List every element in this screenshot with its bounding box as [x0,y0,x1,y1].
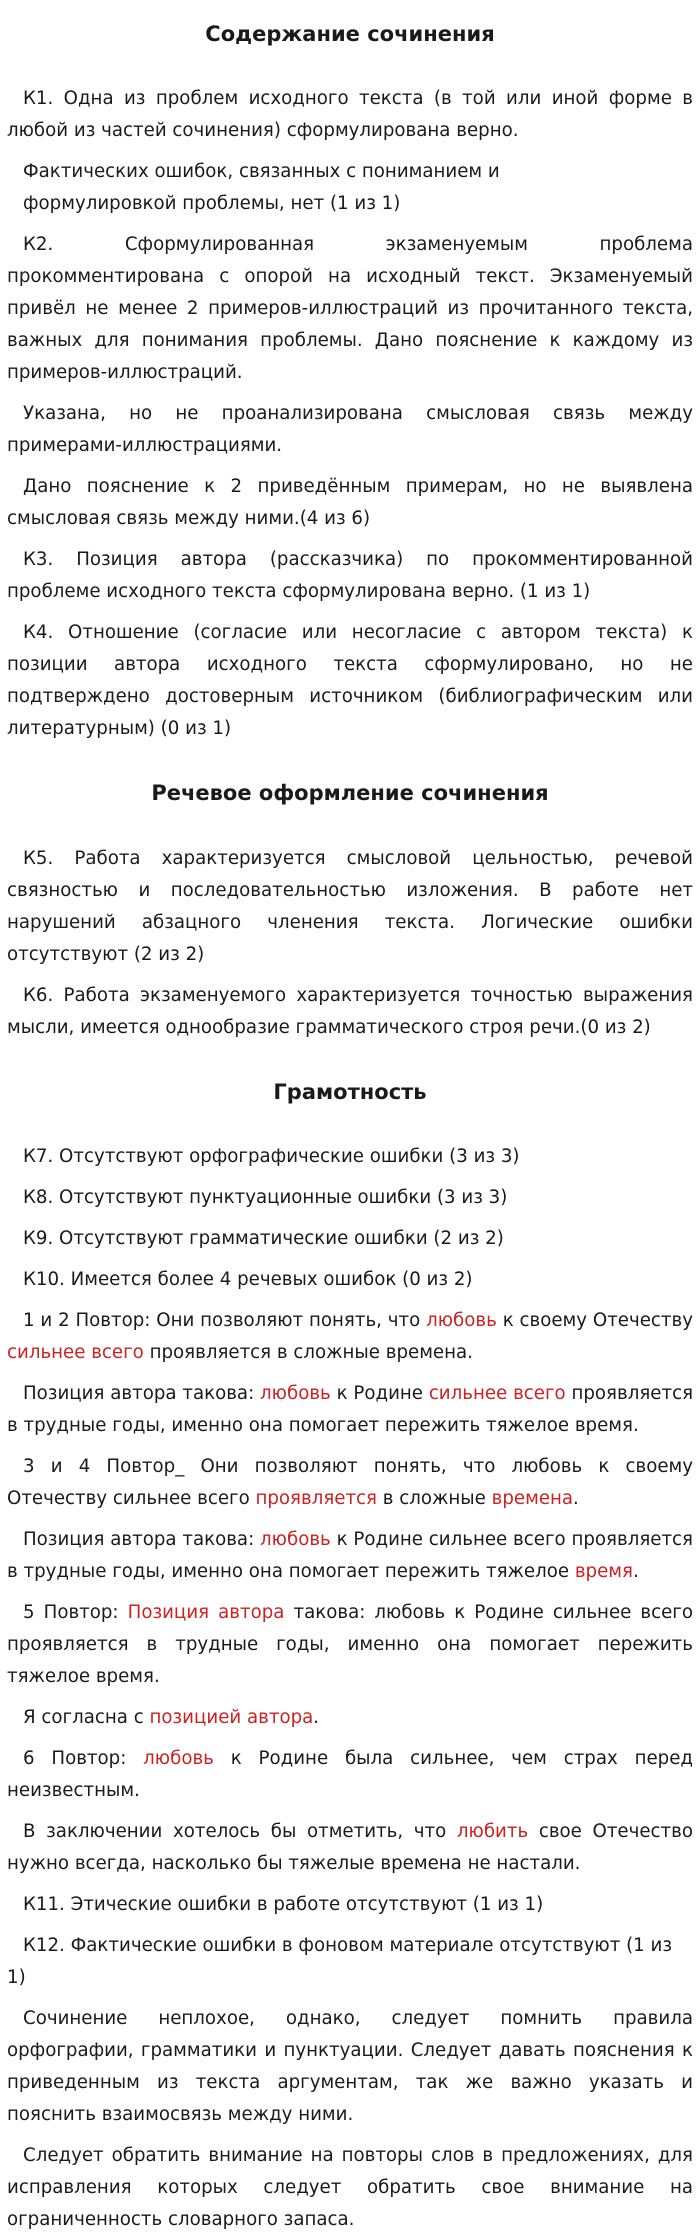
example-text: 6 Повтор: [23,1748,144,1770]
example-text: проявляется в сложные времена. [143,1342,473,1364]
criterion-k11: К11. Этические ошибки в работе отсутствуют (1 из 1) [23,1894,544,1916]
repeated-word: сильнее всего [428,1383,566,1405]
example-text: к своему Отечеству [496,1310,694,1332]
repeated-word: любовь [426,1310,497,1332]
example-text: В заключении хотелось бы отметить, что [23,1821,457,1843]
criterion-k9: К9. Отсутствуют грамматические ошибки (2 из 2) [23,1228,504,1250]
repeated-word: сильнее всего [7,1342,144,1364]
criterion-k2-note: Указана, но не проанализирована смысловая связь между примерами-иллюстрациями. [7,403,693,457]
repeat-example [7,1743,693,1807]
criterion-k3: К3. Позиция автора (рассказчика) по прокомментированной проблеме исходного текста сформулирована верно. (1 из 1) [7,549,693,603]
repeated-word: любовь [143,1748,214,1770]
repeat-example [7,1597,693,1693]
example-text: к Родине была сильнее, чем страх перед неизвестным. [7,1748,693,1802]
repeated-word: Позиция автора [127,1602,285,1624]
repeated-word: проявляется [255,1488,377,1510]
example-text: проявляется в трудные годы, именно она помогает пережить тяжелое время. [7,1383,694,1437]
summary-comment: Следует обратить внимание на повторы слов в предложениях, для исправления которых следует обратить свое внимание на ограниченность словарного запаса. [7,2145,693,2231]
repeat-example [7,1305,693,1369]
content-section-title: Содержание сочинения [205,22,495,46]
repeated-word: время [574,1561,633,1583]
criterion-k12: К12. Фактические ошибки в фоновом материале отсутствуют (1 из 1) [7,1935,673,1989]
summary-comment: Сочинение неплохое, однако, следует помнить правила орфографии, грамматики и пунктуации. Следует давать пояснения к приведенным из текста аргументам, так же важно указать и пояснить взаимосвязь между ними. [7,2008,693,2126]
example-text: Позиция автора такова: [23,1529,261,1551]
criterion-k5: К5. Работа характеризуется смысловой цельностью, речевой связностью и последовательностью изложения. В работе нет нарушений абзацного членения текста. Логические ошибки отсутствуют (2 из 2) [7,847,693,965]
example-text: такова: любовь к Родине сильнее всего проявляется в трудные годы, именно она помогает пережить тяжелое время. [7,1602,693,1688]
example-text: 1 и 2 Повтор: Они позволяют понять, что [23,1310,427,1332]
example-text: 5 Повтор: [23,1602,128,1624]
repeated-word: любовь [260,1383,331,1405]
example-text: . [313,1707,320,1729]
example-text: Я согласна с [23,1707,150,1729]
example-text: в сложные [377,1488,492,1510]
repeated-word: любить [456,1821,529,1843]
example-text: . [573,1488,579,1510]
repeat-example [7,1451,693,1515]
repeat-example [7,1524,693,1588]
example-text: свое Отечество нужно всегда, насколько бы тяжелые времена не настали. [7,1821,693,1875]
criterion-k1: К1. Одна из проблем исходного текста (в той или иной форме в любой из частей сочинения) сформулирована верно. [7,88,693,142]
example-text: к Родине [330,1383,429,1405]
repeated-word: позицией автора [149,1707,314,1729]
criterion-k6: К6. Работа экзаменуемого характеризуется точностью выражения мысли, имеется однообразие грамматического строя речи.(0 из 2) [7,984,693,1038]
criterion-k8: К8. Отсутствуют пунктуационные ошибки (3 из 3) [23,1187,508,1209]
criterion-k10: К10. Имеется более 4 речевых ошибок (0 из 2) [23,1269,473,1291]
criterion-k7: К7. Отсутствуют орфографические ошибки (3 из 3) [23,1146,520,1168]
criterion-k4: К4. Отношение (согласие или несогласие с автором текста) к позиции автора исходного текста сформулировано, но не подтверждено достоверным источником (библиографическим или литературным) (0 из 1) [7,622,693,740]
example-text: 3 и 4 Повтор_ Они позволяют понять, что любовь к своему Отечеству сильнее всего [7,1456,693,1510]
example-text: к Родине сильнее всего проявляется в трудные годы, именно она помогает пережить тяжелое [7,1529,693,1583]
criterion-k2: К2. Сформулированная экзаменуемым проблема прокомментирована с опорой на исходный текст. Экзаменуемый привёл не менее 2 примеров-иллюстраций из прочитанного текста, важных для понимания проблемы. Дано пояснение к каждому из примеров-иллюстраций. [7,234,693,384]
criterion-k1-note: формулировкой проблемы, нет (1 из 1) [23,193,401,215]
repeated-word: любовь [260,1529,331,1551]
repeat-example [7,1702,693,1734]
speech-section-title: Речевое оформление сочинения [151,781,549,806]
criterion-k1-note: Фактических ошибок, связанных с пониманием и [23,161,500,183]
repeated-word: времена [491,1488,574,1510]
repeat-example [7,1816,693,1880]
example-text: . [632,1561,639,1583]
repeat-example [7,1378,693,1442]
criterion-k2-note: Дано пояснение к 2 приведённым примерам, но не выявлена смысловая связь между ними.(4 из 6) [7,476,693,530]
example-text: Позиция автора такова: [23,1383,261,1405]
literacy-section-title: Грамотность [273,1079,427,1104]
